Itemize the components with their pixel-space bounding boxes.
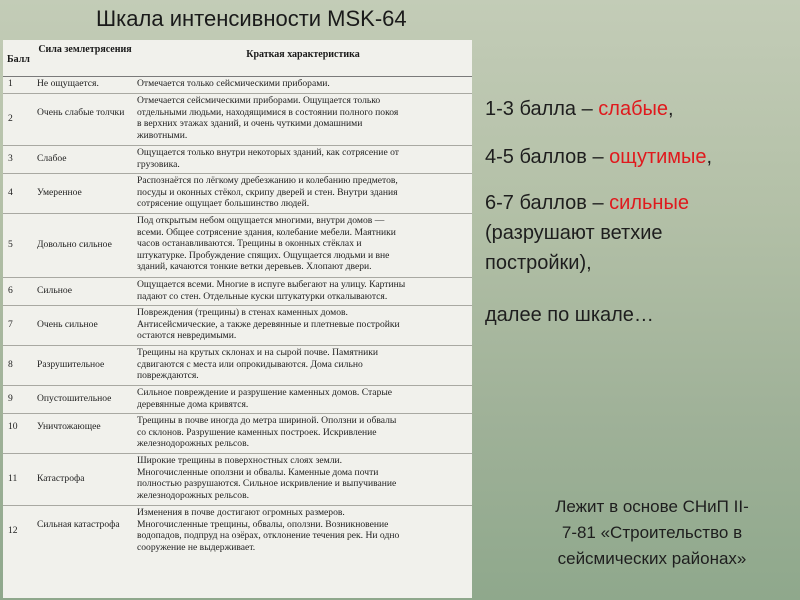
- row-strength: Не ощущается.: [37, 78, 99, 89]
- table-row: [3, 385, 472, 414]
- row-description: Трещины в почве иногда до метра шириной. Оползни и обвалы со склонов. Разрушение каменных построек. Искривление железнодорожных рельсов.: [137, 415, 397, 449]
- footnote-line-1: Лежит в основе СНиП II-: [555, 497, 749, 516]
- table-row: [3, 277, 472, 306]
- row-strength: Умеренное: [37, 187, 82, 198]
- row-strength: Сильное: [37, 285, 73, 296]
- row-number: 12: [8, 525, 18, 536]
- row-description: Отмечается только сейсмическими приборами.: [137, 78, 330, 89]
- summary-weak: [485, 96, 674, 122]
- row-strength: Катастрофа: [37, 473, 85, 484]
- table-row: [3, 173, 472, 214]
- row-strength: Довольно сильное: [37, 239, 112, 250]
- row-number: 6: [8, 285, 13, 296]
- table-row: [3, 93, 472, 146]
- row-number: 3: [8, 153, 13, 164]
- table-row: [3, 453, 472, 506]
- header-characteristic: Краткая характеристика: [246, 49, 360, 60]
- table-row: [3, 413, 472, 454]
- summary-strong: [485, 190, 689, 216]
- row-description: Под открытым небом ощущается многими, внутри домов — всеми. Общее сотрясение здания, колебание мебели. Маятники часов останавливаются. Трещины в оконных стёклах и штукатурке. Пробуждение спящих. Ощущается людьми и вне зданий, качаются тонкие ветки деревьев. Хлопают двери.: [137, 215, 396, 272]
- summary-strong-note-2: постройки),: [485, 252, 592, 274]
- row-description: Ощущается только внутри некоторых зданий, как сотрясение от грузовика.: [137, 147, 399, 170]
- summary-noticeable-accent: ощутимые: [609, 146, 707, 168]
- snip-footnote: [512, 494, 792, 572]
- table-row: [3, 505, 472, 561]
- summary-noticeable-suffix: ,: [706, 146, 713, 168]
- row-strength: Очень слабые толчки: [37, 107, 125, 118]
- row-number: 2: [8, 113, 13, 124]
- row-number: 1: [8, 78, 13, 89]
- row-strength: Слабое: [37, 153, 67, 164]
- row-description: Трещины на крутых склонах и на сырой почве. Памятники сдвигаются с места или опрокидываются. Дома сильно повреждаются.: [137, 347, 379, 381]
- row-description: Распознаётся по лёгкому дребезжанию и колебанию предметов, посуды и оконных стёкол, скрипу дверей и стен. Внутри здания сотрясение ощущает большинство людей.: [137, 175, 398, 209]
- summary-noticeable-prefix: 4-5 баллов –: [485, 146, 610, 168]
- summary-strong-accent: сильные: [609, 192, 689, 214]
- header-strength: Сила землетрясения: [38, 44, 132, 55]
- table-row: [3, 76, 472, 94]
- row-description: Отмечается сейсмическими приборами. Ощущается только отдельными людьми, находящимися в состоянии полного покоя в верхних этажах зданий, и очень чуткими домашними животными.: [137, 95, 399, 141]
- row-description: Ощущается всеми. Многие в испуге выбегают на улицу. Картины падают со стен. Отдельные куски штукатурки откалываются.: [137, 279, 406, 302]
- row-number: 7: [8, 319, 13, 330]
- row-strength: Разрушительное: [37, 359, 105, 370]
- header-ball: Балл: [7, 54, 30, 65]
- summary-weak-suffix: ,: [668, 98, 674, 120]
- row-number: 10: [8, 421, 18, 432]
- msk64-table: [3, 40, 472, 598]
- summary-noticeable: [485, 144, 712, 170]
- summary-strong-note-1: (разрушают ветхие: [485, 222, 663, 244]
- table-row: [3, 345, 472, 386]
- table-header: [3, 40, 472, 77]
- row-description: Повреждения (трещины) в стенах каменных домов. Антисейсмические, а также деревянные и плетневые постройки остаются невредимыми.: [137, 307, 400, 341]
- slide-title: Шкала интенсивности MSK-64: [96, 6, 407, 31]
- footnote-line-3: сейсмических районах»: [557, 549, 747, 568]
- row-description: Широкие трещины в поверхностных слоях земли. Многочисленные оползни и обвалы. Каменные дома почти полностью разрушаются. Сильное искривление и выпучивание железнодорожных рельсов.: [137, 455, 397, 501]
- row-number: 11: [8, 473, 18, 484]
- row-number: 8: [8, 359, 13, 370]
- footnote-line-2: 7-81 «Строительство в: [561, 523, 743, 542]
- summary-further: далее по шкале…: [485, 304, 654, 326]
- row-strength: Сильная катастрофа: [37, 519, 120, 530]
- row-number: 4: [8, 187, 13, 198]
- summary-weak-prefix: 1-3 балла –: [485, 98, 599, 120]
- table-row: [3, 305, 472, 346]
- table-row: [3, 213, 472, 278]
- row-number: 9: [8, 393, 13, 404]
- row-description: Изменения в почве достигают огромных размеров. Многочисленные трещины, обвалы, оползни. Возникновение водопадов, подпруд на озёрах, отклонение течения рек. Ни одно сооружение не выдерживает.: [137, 507, 400, 553]
- summary-weak-accent: слабые: [598, 98, 669, 120]
- summary-strong-prefix: 6-7 баллов –: [485, 192, 610, 214]
- row-number: 5: [8, 239, 13, 250]
- table-row: [3, 145, 472, 174]
- row-description: Сильное повреждение и разрушение каменных домов. Старые деревянные дома кривятся.: [137, 387, 393, 410]
- row-strength: Опустошительное: [37, 393, 112, 404]
- row-strength: Очень сильное: [37, 319, 98, 330]
- row-strength: Уничтожающее: [37, 421, 101, 432]
